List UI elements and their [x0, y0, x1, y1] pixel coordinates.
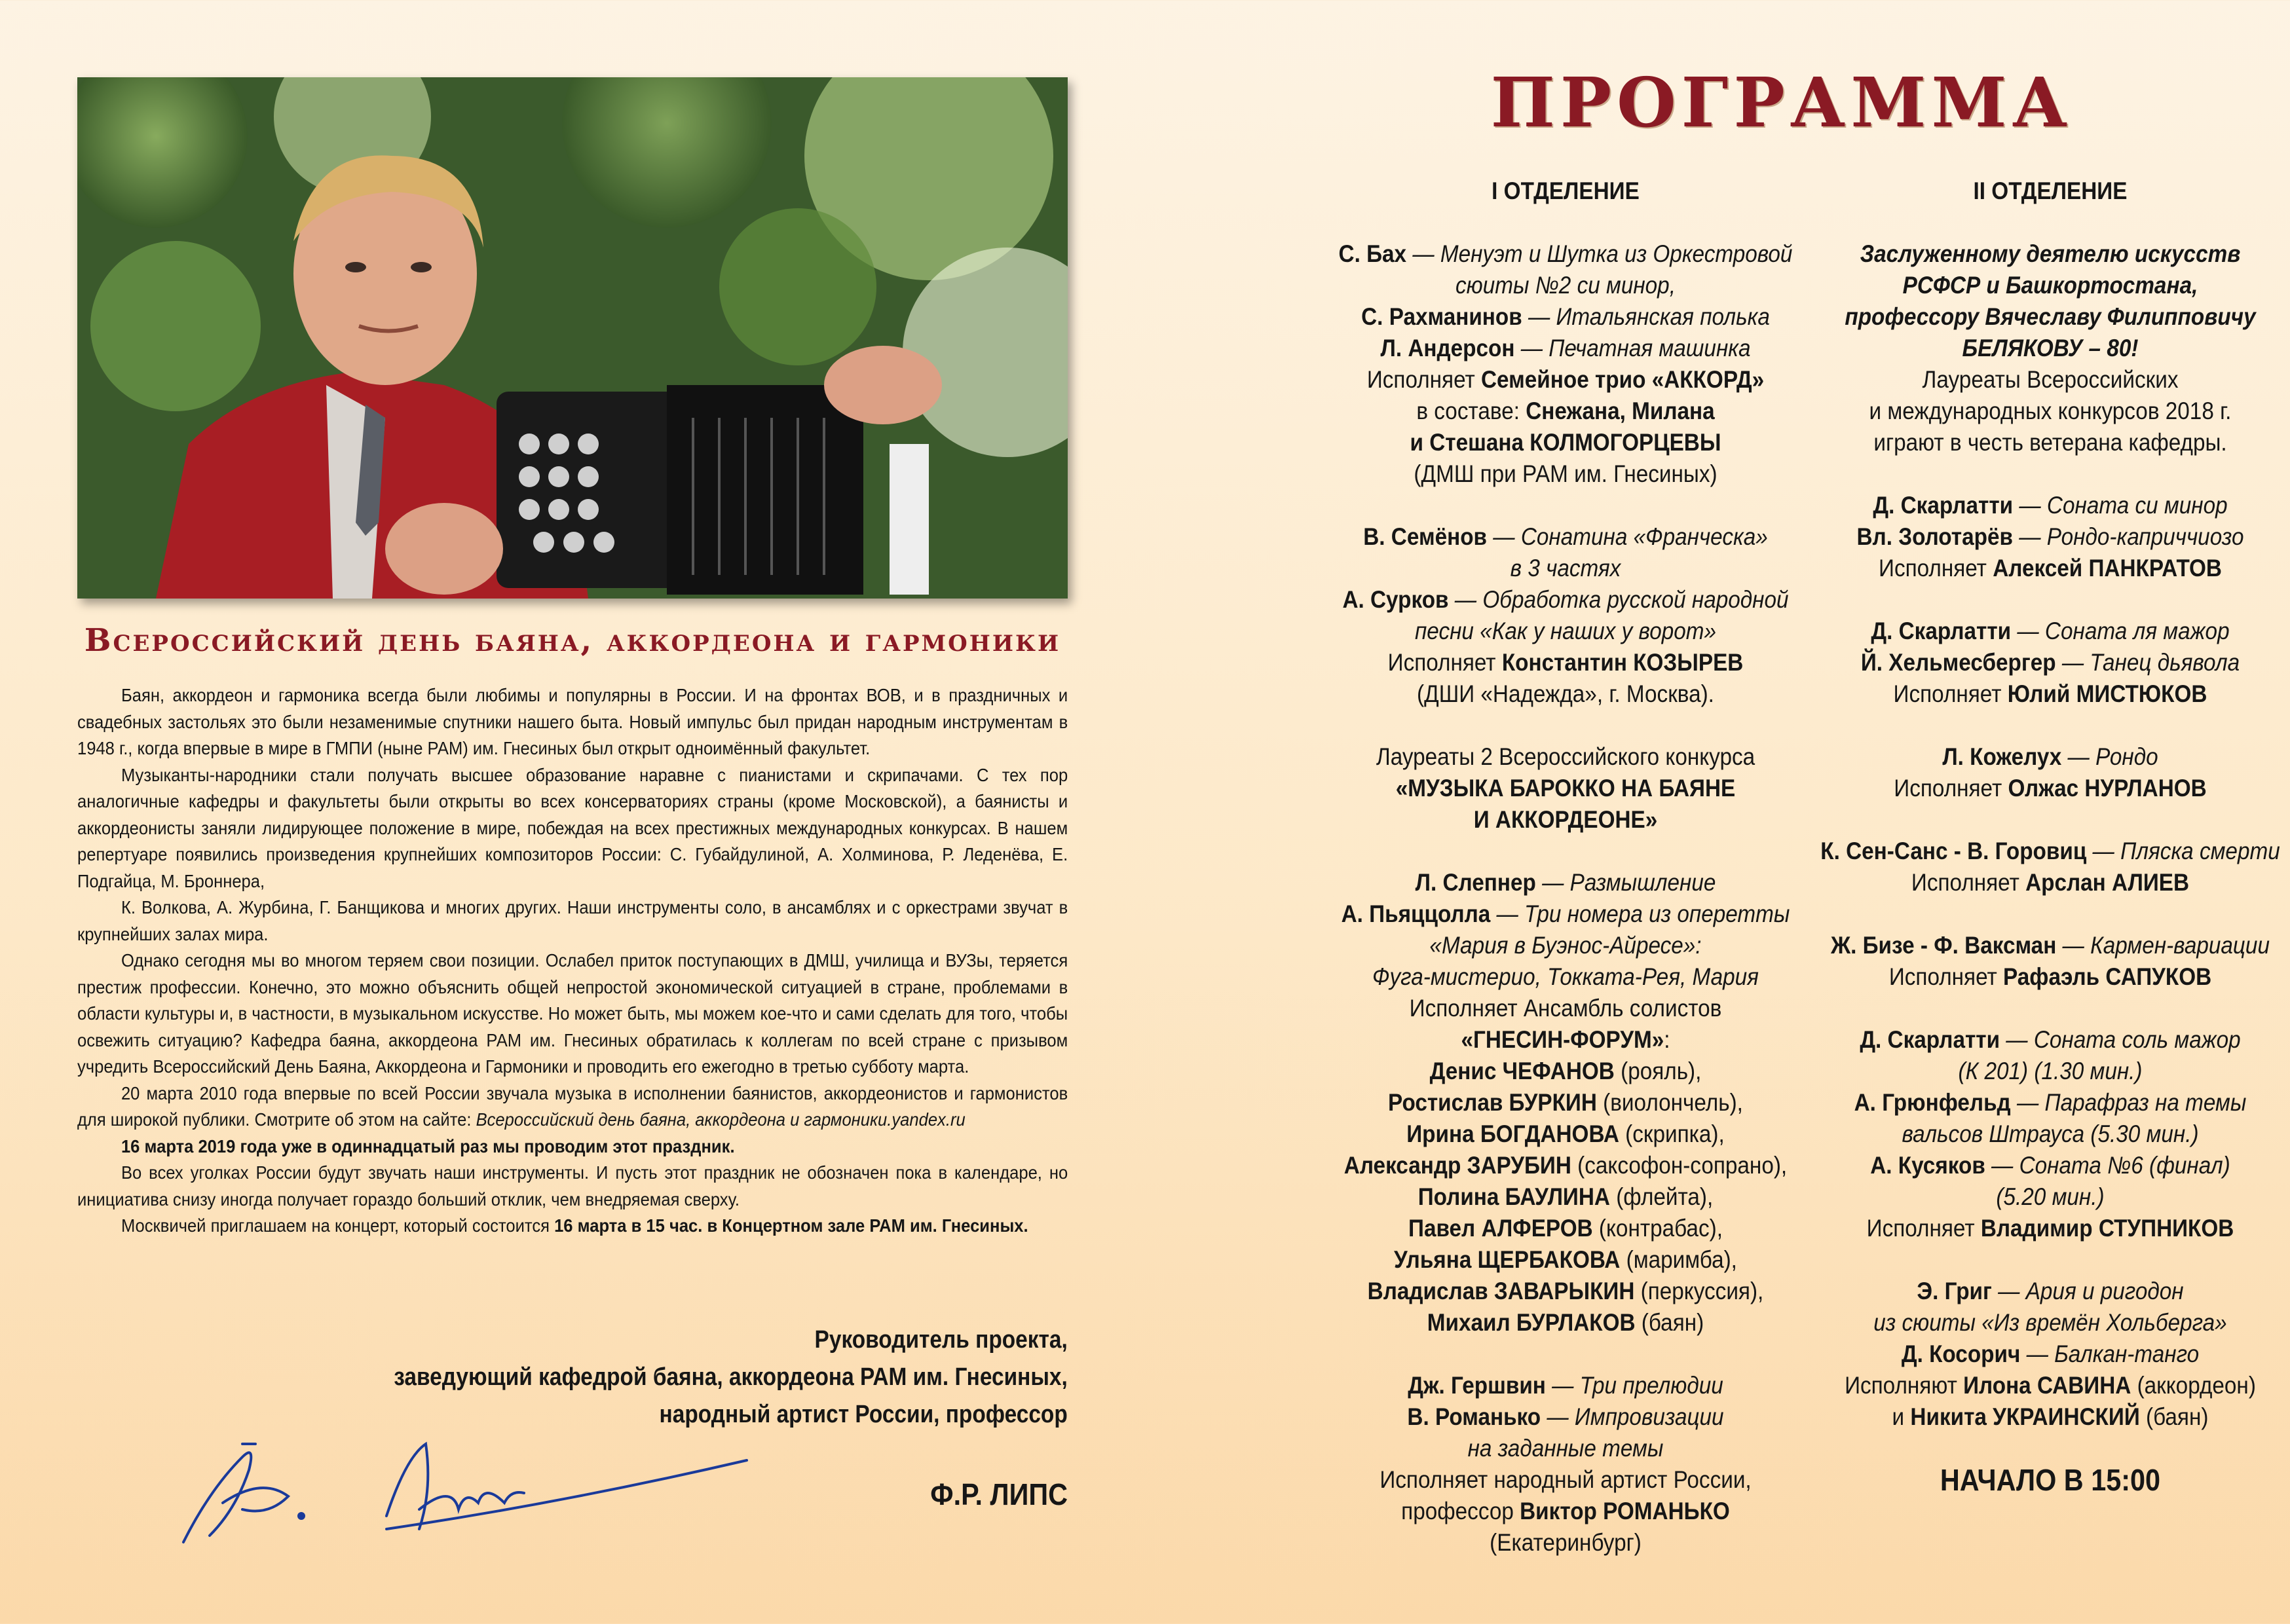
- program-item: Лауреаты 2 Всероссийского конкурса «МУЗЫКА БАРОККО НА БАЯНЕ И АККОРДЕОНЕ»: [1376, 743, 1755, 833]
- program-item: Л. Слепнер — Размышление А. Пьяццолла — Три номера из оперетты «Мария в Буэнос-Айресе»: Фуга-мистерио, Токката-Рея, Мария Исполняет Ансамбль солистов «ГНЕСИН-ФОРУМ»: Денис ЧЕФАНОВ (рояль), Ростислав БУРКИН (виолончель), Ирина БОГДАНОВА (скрипка), Александр ЗАРУБИН (саксофон-сопрано), Полина БАУЛИНА (флейта), Павел АЛФЕРОВ (контрабас), Ульяна ЩЕРБАКОВА (маримба), Владислав ЗАВАРЫКИН (перкуссия), Михаил БУРЛАКОВ (баян): [1253, 867, 1878, 1338]
- paragraph: Однако сегодня мы во многом теряем свои позиции. Ослабел приток поступающих в ДМШ, училища и ВУЗы, теряется престиж профессии. Конечно, это можно объяснить общей непростой экономической ситуацией в стране, проблемами в области культуры и, в частности, в музыкальном искусстве. Но может быть, мы можем кое-что и сами сделать для того, чтобы освежить ситуацию? Кафедра баяна, аккордеона РАМ им. Гнесиных обратилась к коллегам по всей стране с призывом учредить Всероссийский День Баяна, Аккордеона и Гармоники и проводить его ежегодно в третью субботу марта.: [77, 950, 1068, 1077]
- paragraph: 16 марта 2019 года уже в одиннадцатый раз мы проводим этот праздник.: [121, 1135, 735, 1156]
- hero-photo: [77, 77, 1068, 599]
- paragraph: К. Волкова, А. Журбина, Г. Банщикова и многих других. Наши инструменты соло, в ансамблях и с оркестрами звучат в крупнейших залах мира.: [77, 897, 1068, 944]
- ensemble-member: Владислав ЗАВАРЫКИН (перкуссия),: [1367, 1278, 1764, 1304]
- program-item: Д. Скарлатти — Соната си минор Вл. Золотарёв — Рондо-каприччиозо Исполняет Алексей ПАНКРАТОВ: [1856, 492, 2244, 581]
- handwritten-signature: [170, 1431, 760, 1555]
- start-time: НАЧАЛО В 15:00: [1940, 1463, 2161, 1497]
- part-heading: I ОТДЕЛЕНИЕ: [1492, 177, 1640, 204]
- program-title: ПРОГРАММА: [1490, 62, 2073, 143]
- program-item: Ж. Бизе - Ф. Ваксман — Кармен-вариации Исполняет Рафаэль САПУКОВ: [1831, 932, 2270, 990]
- program-item: С. Бах — Менуэт и Шутка из Оркестровой сюиты №2 си минор, С. Рахманинов — Итальянская полька Л. Андерсон — Печатная машинка Исполняет Семейное трио «АККОРД» в составе: Снежана, Милана и Стешана КОЛМОГОРЦЕВЫ (ДМШ при РАМ им. Гнесиных): [1338, 240, 1793, 487]
- program-item: Д. Скарлатти — Соната ля мажор Й. Хельмесбергер — Танец дьявола Исполняет Юлий МИСТЮКОВ: [1860, 618, 2240, 707]
- accordionist-photo: [77, 77, 1068, 599]
- program-part-2: [1738, 175, 2290, 1496]
- paragraph: 20 марта 2010 года впервые по всей России звучала музыка в исполнении баянистов, аккордеонистов и гармонистов для широкой публики. Смотрите об этом на сайте: Всероссийский день баяна, аккордеона и гармоники.yandex.ru: [77, 1082, 1068, 1130]
- program-item: Заслуженному деятелю искусств РСФСР и Башкортостана, профессору Вячеславу Филипповичу БЕЛЯКОВУ – 80! Лауреаты Всероссийских и международных конкурсов 2018 г. играют в честь ветерана кафедры.: [1845, 240, 2256, 456]
- program-item: Дж. Гершвин — Три прелюдии В. Романько — Импровизации на заданные темы Исполняет народный артист России, профессор Виктор РОМАНЬКО (Екатеринбург): [1380, 1372, 1752, 1556]
- paragraph: Музыканты-народники стали получать высшее образование наравне с пианистами и скрипачами. С тех пор аналогичные кафедры и факультеты были открыты во всех консерваториях страны (кроме Московской), а баянисты и аккордеонисты заняли лидирующее положение в мире, побеждая на всех престижных международных конкурсах. В нашем репертуаре появились произведения крупнейших композиторов России: С. Губайдулиной, А. Холминова, Р. Леденёва, Е. Подгайца, М. Броннера,: [77, 764, 1068, 891]
- paragraph: Баян, аккордеон и гармоника всегда были любимы и популярны в России. И на фронтах ВОВ, и в праздничных и свадебных застольях это были незаменимые спутники нашего быта. Новый импульс был придан народным инструментам в 1948 г., когда впервые в мире в ГМПИ (ныне РАМ) им. Гнесиных был открыт одноимённый факультет.: [77, 685, 1068, 758]
- program-item: Л. Кожелух — Рондо Исполняет Олжас НУРЛАНОВ: [1894, 743, 2207, 802]
- signer-role-line: Руководитель проекта,: [814, 1326, 1068, 1354]
- ensemble-member: Денис ЧЕФАНОВ (рояль),: [1429, 1058, 1702, 1084]
- part-heading: II ОТДЕЛЕНИЕ: [1973, 177, 2128, 204]
- event-title: Всероссийский день баяна, аккордеона и гармоники: [84, 622, 1061, 659]
- program-item: К. Сен-Санс - В. Горовиц — Пляска смерти Исполняет Арслан АЛИЕВ: [1820, 838, 2280, 896]
- signer-role-line: заведующий кафедрой баяна, аккордеона РАМ им. Гнесиных,: [394, 1363, 1068, 1391]
- signer-name: Ф.Р. ЛИПС: [930, 1477, 1068, 1511]
- program-item: Д. Скарлатти — Соната соль мажор (К 201) (1.30 мин.) А. Грюнфельд — Парафраз на темы вальсов Штрауса (5.30 мин.) А. Кусяков — Соната №6 (финал) (5.20 мин.) Исполняет Владимир СТУПНИКОВ: [1854, 1026, 2247, 1242]
- article-text: [77, 682, 1068, 1240]
- ensemble-member: Александр ЗАРУБИН (саксофон-сопрано),: [1343, 1152, 1788, 1179]
- paragraph: Москвичей приглашаем на концерт, который состоится 16 марта в 15 час. в Концертном зале РАМ им. Гнесиных.: [121, 1215, 1028, 1236]
- ensemble-member: Ирина БОГДАНОВА (скрипка),: [1406, 1120, 1725, 1147]
- ensemble-member: Ульяна ЩЕРБАКОВА (маримба),: [1394, 1246, 1737, 1273]
- ensemble-member: Михаил БУРЛАКОВ (баян): [1427, 1309, 1704, 1336]
- ensemble-member: Ростислав БУРКИН (виолончель),: [1388, 1089, 1743, 1116]
- signature-block: [394, 1321, 1068, 1433]
- paragraph: Во всех уголках России будут звучать наши инструменты. И пусть этот праздник не обозначен пока в календаре, но инициатива снизу иногда получает гораздо больший отклик, чем внедряемая сверху.: [77, 1162, 1068, 1209]
- ensemble-member: Полина БАУЛИНА (флейта),: [1417, 1183, 1714, 1210]
- signer-role-line: народный артист России, профессор: [659, 1401, 1068, 1428]
- ensemble-member: Павел АЛФЕРОВ (контрабас),: [1408, 1215, 1723, 1242]
- program-item: Э. Григ — Ария и ригодон из сюиты «Из времён Хольберга» Д. Косорич — Балкан-танго Исполняют Илона САВИНА (аккордеон) и Никита УКРАИНСКИЙ (баян): [1845, 1278, 2256, 1430]
- program-item: В. Семёнов — Сонатина «Франческа» в 3 частях А. Сурков — Обработка русской народной песни «Как у наших у ворот» Исполняет Константин КОЗЫРЕВ (ДШИ «Надежда», г. Москва).: [1342, 523, 1789, 707]
- website-link[interactable]: Всероссийский день баяна, аккордеона и гармоники.yandex.ru: [476, 1109, 966, 1130]
